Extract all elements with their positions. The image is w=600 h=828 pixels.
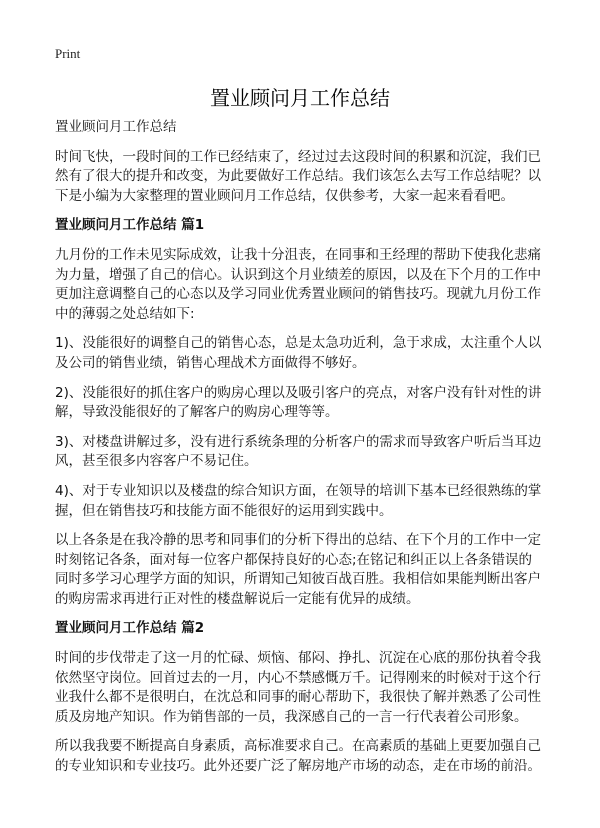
text-line: 业我什么都不是很明白，在沈总和同事的耐心帮助下，我很快了解并熟悉了公司性 (55, 689, 541, 706)
text-line: 的专业知识和专业技巧。此外还要广泛了解房地产市场的动态，走在市场的前沿。 (55, 758, 541, 775)
section-heading (55, 619, 555, 639)
paragraph (55, 384, 555, 423)
text-line: 中的薄弱之处总结如下: (55, 305, 195, 322)
paragraph (55, 531, 555, 609)
text-line: 2)、没能很好的抓住客户的购房心理以及吸引客户的亮点，对客户没有针对性的讲 (55, 384, 542, 401)
text-line: 更加注意调整自己的心态以及学习同业优秀置业顾问的销售技巧。现就九月份工作 (55, 286, 541, 303)
print-link[interactable]: Print (55, 46, 81, 61)
text-line: 3)、对楼盘讲解过多，没有进行系统条理的分析客户的需求而导致客户听后当耳边 (55, 433, 542, 450)
text-line: 握，但在销售技巧和技能方面不能很好的运用到实践中。 (55, 502, 393, 519)
text-line: 依然坚守岗位。回首过去的一月，内心不禁感慨万千。记得刚来的时候对于这个行 (55, 669, 541, 686)
text-line: 时刻铭记各条，面对每一位客户都保持良好的心态;在铭记和纠正以上各条错误的 (55, 551, 533, 568)
text-line: 同时多学习心理学方面的知识，所谓知己知彼百战百胜。我相信如果能判断出客户 (55, 571, 541, 588)
text-line: 时间飞快，一段时间的工作已经结束了，经过过去这段时间的积累和沉淀，我们已 (55, 148, 541, 165)
paragraph (55, 246, 555, 324)
text-line: 置业顾问月工作总结 (55, 119, 177, 135)
paragraph (55, 118, 555, 138)
document-body (55, 118, 555, 787)
text-line: 以上各条是在我冷静的思考和同事们的分析下得出的总结、在下个月的工作中一定 (55, 532, 541, 549)
text-line: 下是小编为大家整理的置业顾问月工作总结，仅供参考，大家一起来看看吧。 (55, 187, 514, 204)
text-line: 及公司的销售业绩，销售心理战术方面做得不够好。 (55, 354, 366, 371)
text-line: 的购房需求再进行正对性的楼盘解说后一定能有优异的成绩。 (55, 590, 420, 607)
text-line: 风，甚至很多内容客户不易记住。 (55, 453, 258, 470)
text-line: 时间的步伐带走了这一月的忙碌、烦恼、郁闷、挣扎、沉淀在心底的那份执着令我 (55, 650, 541, 667)
paragraph (55, 148, 555, 207)
text-line: 1)、没能很好的调整自己的销售心态，总是太急功近利，急于求成，太注重个人以 (55, 335, 542, 352)
text-line: 然有了很大的提升和改变，为此要做好工作总结。我们该怎么去写工作总结呢？以 (55, 168, 541, 185)
text-line: 为力量，增强了自己的信心。认识到这个月业绩差的原因，以及在下个月的工作中 (55, 266, 541, 283)
paragraph (55, 482, 555, 521)
section-heading (55, 216, 555, 236)
text-line: 置业顾问月工作总结 篇2 (55, 620, 205, 637)
text-line: 置业顾问月工作总结 篇1 (55, 217, 205, 234)
paragraph (55, 433, 555, 472)
page-title: 置业顾问月工作总结 (210, 86, 390, 110)
text-line: 解，导致没能很好的了解客户的购房心理等等。 (55, 404, 339, 421)
text-line: 所以我我要不断提高自身素质，高标准要求自己。在高素质的基础上更要加强自己 (55, 738, 541, 755)
text-line: 质及房地产知识。作为销售部的一员，我深感自己的一言一行代表着公司形象。 (55, 708, 528, 725)
paragraph (55, 649, 555, 727)
paragraph (55, 334, 555, 373)
text-line: 4)、对于专业知识以及楼盘的综合知识方面，在领导的培训下基本已经很熟练的掌 (55, 482, 542, 499)
text-line: 九月份的工作未见实际成效，让我十分沮丧，在同事和王经理的帮助下使我化悲痛 (55, 246, 541, 263)
paragraph (55, 737, 555, 776)
